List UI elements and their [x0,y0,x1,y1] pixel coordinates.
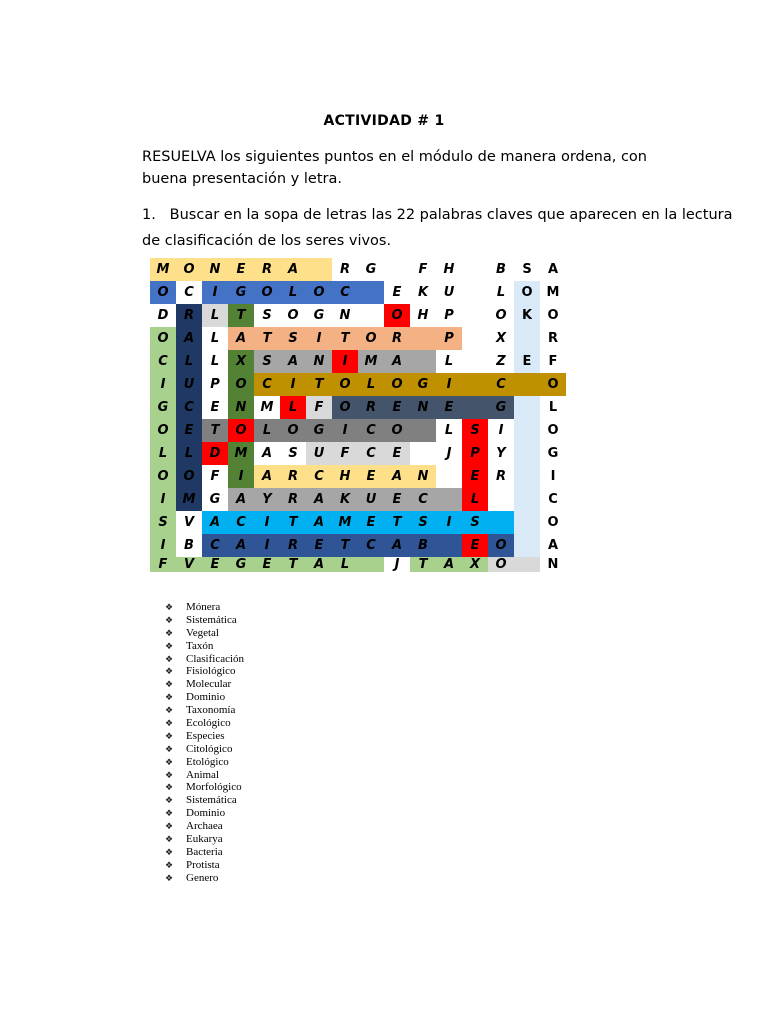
word-list-item [165,872,244,885]
grid-letter: L [210,331,220,346]
grid-letter: O [358,327,384,350]
instruction-number: 1. [142,207,156,223]
grid-letter: A [306,511,332,534]
word-list-item [165,640,244,653]
grid-cell [514,442,540,465]
word-list-item [165,627,244,640]
grid-letter: T [306,373,332,396]
diamond-bullet-icon: ❖ [165,692,174,703]
grid-letter: E [306,534,332,557]
instruction-paragraph [142,202,742,254]
grid-letter: C [176,396,202,419]
word-label: Taxonomía [186,704,236,717]
grid-cell [436,465,462,488]
grid-cell [462,304,488,327]
grid-letter: G [150,396,176,419]
grid-letter: I [280,373,306,396]
grid-letter: E [384,396,410,419]
grid-letter: L [280,396,306,419]
grid-letter: U [306,442,332,465]
grid-letter: O [254,281,280,304]
grid-letter: O [176,258,202,281]
grid-letter: I [254,511,280,534]
grid-letter: E [202,557,228,572]
word-label: Dominio [186,807,226,820]
grid-letter: H [443,262,455,277]
grid-letter: E [228,258,254,281]
diamond-bullet-icon: ❖ [165,627,174,638]
word-label: Especies [186,729,225,742]
grid-letter: F [418,262,428,277]
grid-letter: V [176,557,202,572]
grid-letter: E [210,400,220,415]
grid-letter: M [546,285,560,300]
grid-letter: R [280,534,306,557]
grid-letter: O [547,308,559,323]
grid-letter: R [495,469,506,484]
grid-letter: O [547,423,559,438]
diamond-bullet-icon: ❖ [165,834,174,845]
grid-cell [358,281,384,304]
grid-letter: A [176,327,202,350]
grid-letter: N [410,396,436,419]
grid-letter: K [417,285,429,300]
grid-letter: P [436,327,462,350]
grid-letter: A [261,446,273,461]
word-label: Fisiológico [186,665,236,678]
grid-letter: L [176,442,202,465]
grid-letter: G [306,419,332,442]
word-list-item [165,653,244,666]
grid-cell [462,350,488,373]
grid-letter: T [228,304,254,327]
word-list-item [165,807,244,820]
grid-letter: T [332,534,358,557]
grid-letter: C [548,492,558,507]
activity-title: ACTIVIDAD # 1 [323,113,445,129]
grid-cell [514,419,540,442]
grid-letter: I [150,373,176,396]
word-label: Ecológico [186,717,231,730]
diamond-bullet-icon: ❖ [165,859,174,870]
diamond-bullet-icon: ❖ [165,743,174,754]
grid-letter: J [446,446,452,461]
grid-letter: G [209,492,221,507]
grid-letter: L [202,304,228,327]
word-list-item [165,794,244,807]
grid-letter: A [384,350,410,373]
grid-cell [462,396,488,419]
grid-letter: I [436,511,462,534]
grid-letter: O [384,373,410,396]
grid-letter: M [260,400,274,415]
grid-letter: B [410,534,436,557]
grid-letter: O [332,396,358,419]
grid-cell [410,442,436,465]
grid-letter: V [183,515,195,530]
grid-letter: O [287,308,299,323]
grid-letter: S [522,262,532,277]
grid-letter: K [332,488,358,511]
grid-letter: E [358,511,384,534]
grid-letter: S [462,511,488,534]
grid-letter: P [210,377,220,392]
word-list-item [165,846,244,859]
grid-letter: R [280,465,306,488]
grid-letter: T [254,327,280,350]
grid-letter: H [332,465,358,488]
diamond-bullet-icon: ❖ [165,640,174,651]
grid-letter: R [384,327,410,350]
grid-letter: T [280,511,306,534]
grid-letter: T [384,511,410,534]
grid-letter: A [547,262,559,277]
grid-letter: A [436,557,462,572]
grid-cell [410,327,436,350]
grid-letter: O [384,419,410,442]
grid-letter: L [254,419,280,442]
grid-cell [358,304,384,327]
diamond-bullet-icon: ❖ [165,653,174,664]
grid-letter: M [150,258,176,281]
word-list-item [165,691,244,704]
diamond-bullet-icon: ❖ [165,821,174,832]
grid-letter: N [228,396,254,419]
grid-letter: P [462,442,488,465]
grid-cell [514,373,540,396]
word-list-item [165,678,244,691]
grid-letter: L [462,488,488,511]
diamond-bullet-icon: ❖ [165,872,174,883]
diamond-bullet-icon: ❖ [165,718,174,729]
grid-letter: X [228,350,254,373]
grid-letter: C [306,465,332,488]
grid-letter: T [410,557,436,572]
grid-letter: D [202,442,228,465]
grid-letter: L [176,350,202,373]
grid-letter: L [444,354,454,369]
word-label: Etológico [186,755,229,768]
grid-cell [514,534,540,557]
grid-letter: S [410,511,436,534]
grid-letter: E [384,488,410,511]
word-list-item [165,717,244,730]
grid-letter: L [280,281,306,304]
grid-letter: I [550,469,556,484]
grid-letter: C [228,511,254,534]
grid-letter: J [394,557,400,572]
grid-letter: E [514,350,540,373]
grid-letter: F [306,396,332,419]
grid-cell [358,557,384,572]
word-search-grid [150,258,566,572]
grid-letter: C [410,488,436,511]
grid-letter: O [488,534,514,557]
grid-letter: C [150,350,176,373]
grid-letter: O [176,465,202,488]
word-label: Sistemática [186,613,237,626]
grid-letter: O [228,419,254,442]
grid-cell [514,465,540,488]
grid-letter: L [150,442,176,465]
grid-cell [436,534,462,557]
grid-cell [436,488,462,511]
grid-letter: B [184,538,194,553]
grid-letter: I [150,488,176,511]
grid-letter: A [254,465,280,488]
grid-letter: Y [496,446,506,461]
grid-letter: C [254,373,280,396]
grid-cell [514,396,540,419]
diamond-bullet-icon: ❖ [165,614,174,625]
grid-letter: E [462,534,488,557]
grid-letter: I [150,534,176,557]
grid-letter: L [358,373,384,396]
grid-letter: I [306,327,332,350]
grid-letter: I [228,465,254,488]
grid-letter: C [184,285,194,300]
grid-letter: R [254,258,280,281]
diamond-bullet-icon: ❖ [165,808,174,819]
intro-line-2: buena presentación y letra. [142,171,342,187]
grid-letter: E [254,557,280,572]
grid-letter: E [392,285,402,300]
diamond-bullet-icon: ❖ [165,795,174,806]
word-list-item [165,769,244,782]
grid-letter: O [280,419,306,442]
grid-letter: S [150,511,176,534]
grid-letter: D [157,308,169,323]
grid-letter: O [306,281,332,304]
grid-letter: O [488,557,514,572]
grid-letter: E [176,419,202,442]
grid-cell [514,557,540,572]
grid-letter: I [202,281,228,304]
grid-letter: N [202,258,228,281]
word-label: Genero [186,871,219,884]
grid-letter: I [436,373,462,396]
grid-letter: G [228,557,254,572]
grid-letter: T [332,327,358,350]
diamond-bullet-icon: ❖ [165,756,174,767]
grid-letter: C [358,534,384,557]
grid-cell [514,511,540,534]
intro-paragraph [142,146,647,190]
grid-letter: H [417,308,429,323]
grid-letter: S [280,327,306,350]
grid-letter: F [210,469,220,484]
grid-letter: P [444,308,454,323]
grid-letter: A [202,511,228,534]
grid-letter: O [228,373,254,396]
word-list-item [165,781,244,794]
grid-letter: A [306,557,332,572]
grid-letter: T [202,419,228,442]
grid-cell [488,511,514,534]
grid-letter: A [384,534,410,557]
word-list [165,601,244,885]
diamond-bullet-icon: ❖ [165,705,174,716]
grid-cell [462,281,488,304]
grid-letter: E [436,396,462,419]
instruction-text: Buscar en la sopa de letras las 22 palabras claves que aparecen en la lectura de clasificación de los seres vivos. [142,207,733,249]
grid-letter: G [228,281,254,304]
grid-letter: O [514,281,540,304]
grid-cell [514,327,540,350]
grid-letter: M [332,511,358,534]
grid-letter: U [443,285,455,300]
word-list-item [165,614,244,627]
grid-letter: O [384,304,410,327]
grid-letter: F [548,354,558,369]
grid-letter: A [384,465,410,488]
grid-letter: A [547,538,559,553]
diamond-bullet-icon: ❖ [165,679,174,690]
grid-cell [462,258,488,281]
grid-letter: S [262,308,272,323]
diamond-bullet-icon: ❖ [165,782,174,793]
grid-cell [514,488,540,511]
grid-cell [462,373,488,396]
grid-letter: U [358,488,384,511]
grid-letter: L [332,557,358,572]
grid-letter: R [176,304,202,327]
grid-letter: R [547,331,558,346]
grid-letter: T [280,557,306,572]
grid-letter: N [410,465,436,488]
grid-letter: L [210,354,220,369]
word-label: Clasificación [186,652,245,665]
grid-letter: F [332,442,358,465]
word-label: Sistemática [186,794,237,807]
grid-letter: A [306,488,332,511]
word-label: Dominio [186,691,226,704]
word-list-item [165,743,244,756]
grid-letter: I [332,350,358,373]
word-list-item [165,820,244,833]
grid-letter: C [358,419,384,442]
diamond-bullet-icon: ❖ [165,730,174,741]
grid-cell [462,327,488,350]
grid-letter: E [384,442,410,465]
grid-letter: L [444,423,454,438]
grid-letter: C [332,281,358,304]
grid-letter: B [496,262,506,277]
word-list-item [165,665,244,678]
grid-letter: R [358,396,384,419]
grid-letter: X [495,331,507,346]
word-label: Citológico [186,742,233,755]
word-label: Bacteria [186,845,223,858]
grid-letter: L [548,400,558,415]
grid-letter: A [280,350,306,373]
grid-letter: A [280,258,306,281]
diamond-bullet-icon: ❖ [165,846,174,857]
grid-letter: G [547,446,559,461]
diamond-bullet-icon: ❖ [165,666,174,677]
word-list-item [165,833,244,846]
word-list-item [165,601,244,614]
grid-letter: O [540,373,566,396]
grid-letter: N [339,308,351,323]
grid-letter: F [150,557,176,572]
grid-letter: C [202,534,228,557]
grid-letter: O [495,308,507,323]
word-label: Eukarya [186,833,223,846]
word-label: Archaea [186,820,223,833]
grid-letter: O [150,327,176,350]
grid-letter: E [358,465,384,488]
word-list-item [165,730,244,743]
grid-letter: O [332,373,358,396]
grid-letter: M [228,442,254,465]
grid-letter: S [462,419,488,442]
grid-letter: K [514,304,540,327]
grid-letter: S [254,350,280,373]
word-label: Protista [186,858,220,871]
word-label: Animal [186,768,219,781]
grid-letter: G [313,308,325,323]
grid-letter: C [488,373,514,396]
word-label: Taxón [186,639,214,652]
word-list-item [165,756,244,769]
grid-cell [384,258,410,281]
grid-letter: C [358,442,384,465]
word-label: Mónera [186,601,221,613]
grid-cell [410,419,436,442]
word-list-item [165,704,244,717]
grid-letter: L [496,285,506,300]
word-label: Vegetal [186,626,219,639]
grid-letter: M [176,488,202,511]
grid-letter: A [228,327,254,350]
grid-letter: N [306,350,332,373]
diamond-bullet-icon: ❖ [165,602,174,612]
grid-letter: X [462,557,488,572]
grid-letter: U [176,373,202,396]
grid-letter: G [365,262,377,277]
grid-letter: A [228,534,254,557]
grid-letter: I [332,419,358,442]
grid-letter: O [150,465,176,488]
grid-letter: O [150,419,176,442]
grid-letter: S [288,446,298,461]
grid-letter: R [280,488,306,511]
grid-letter: G [410,373,436,396]
grid-cell [306,258,332,281]
grid-letter: O [150,281,176,304]
word-label: Morfológico [186,781,242,794]
grid-letter: Z [496,354,506,369]
grid-letter: M [358,350,384,373]
grid-letter: G [488,396,514,419]
intro-line-1: RESUELVA los siguientes puntos en el módulo de manera ordena, con [142,149,647,165]
grid-cell [488,488,514,511]
grid-letter: Y [254,488,280,511]
grid-letter: R [339,262,350,277]
grid-letter: A [228,488,254,511]
grid-letter: N [547,557,559,572]
diamond-bullet-icon: ❖ [165,769,174,780]
grid-cell [410,350,436,373]
word-list-item [165,859,244,872]
word-label: Molecular [186,678,232,691]
grid-letter: E [462,465,488,488]
grid-letter: I [254,534,280,557]
grid-letter: O [547,515,559,530]
grid-letter: I [498,423,504,438]
